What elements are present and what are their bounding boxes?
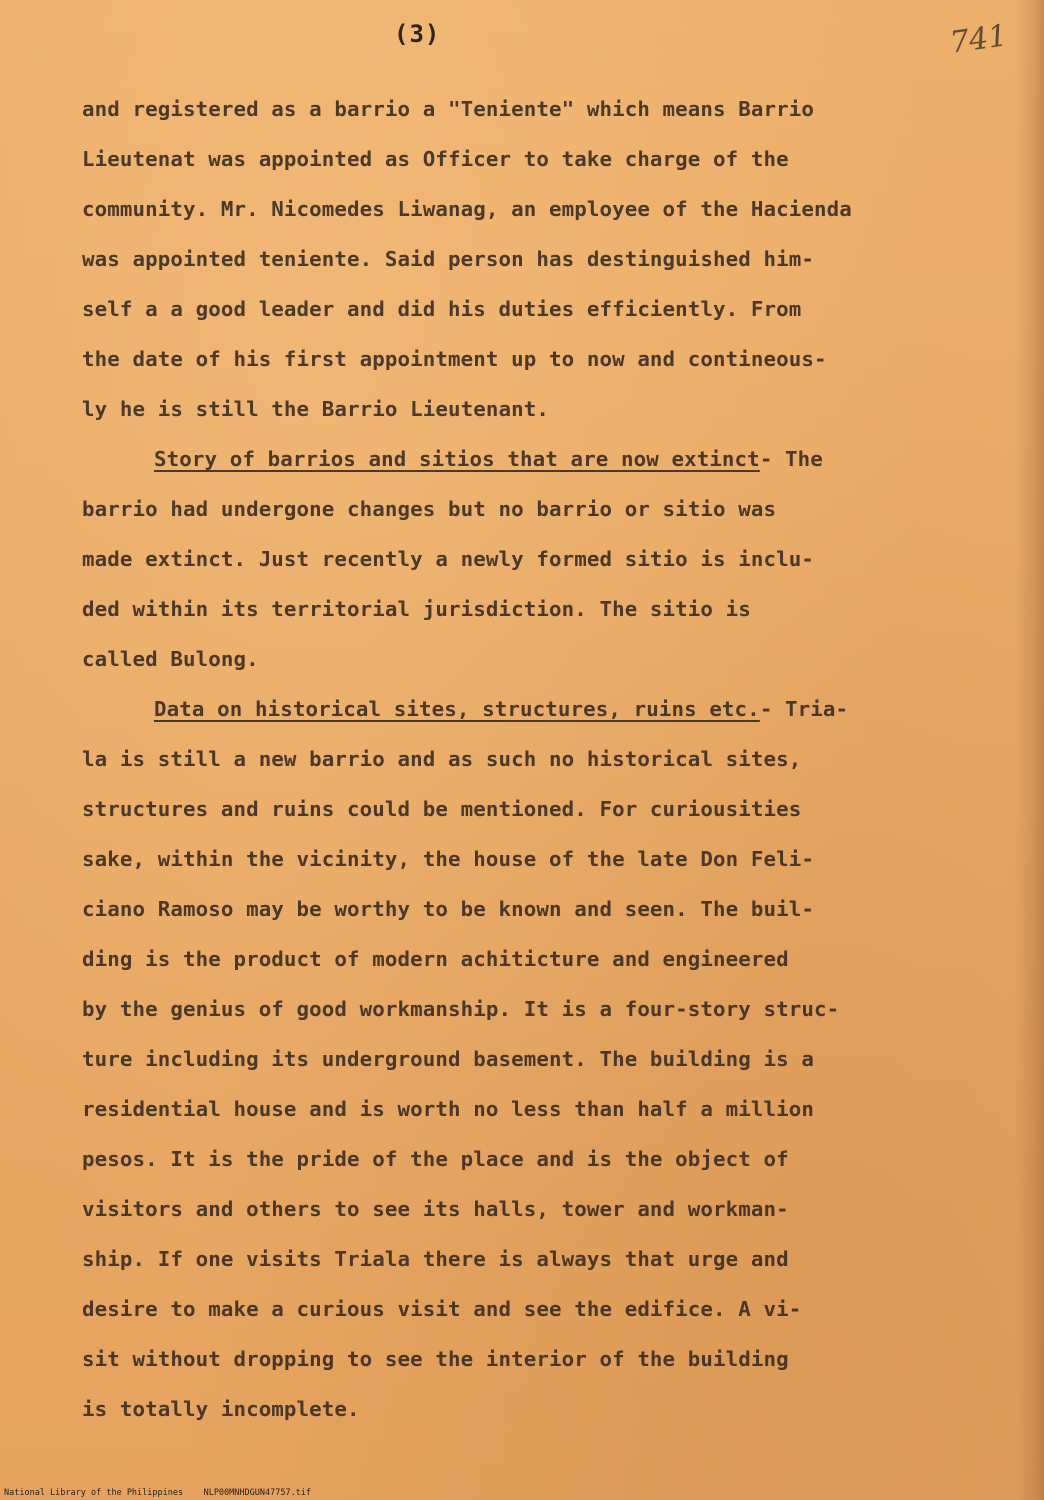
text-line: ded within its territorial jurisdiction. The sitio is [82, 597, 751, 621]
text-line: sake, within the vicinity, the house of the late Don Feli- [82, 847, 815, 871]
text-line: was appointed teniente. Said person has destinguished him- [82, 247, 815, 271]
text-line: ding is the product of modern achiticture and engineered [82, 947, 789, 971]
archive-footer: National Library of the Philippines NLP00MNHDGUN47757.tif [4, 1488, 312, 1498]
text-line: desire to make a curious visit and see the edifice. A vi- [82, 1297, 802, 1321]
text-line: residential house and is worth no less than half a million [82, 1097, 815, 1121]
text-line: structures and ruins could be mentioned. For curiousities [82, 797, 802, 821]
text-line: made extinct. Just recently a newly formed sitio is inclu- [82, 547, 815, 571]
text-line: la is still a new barrio and as such no historical sites, [82, 747, 802, 771]
section-heading-continuation: - Tria- [759, 697, 849, 721]
text-line: self a a good leader and did his duties efficiently. From [82, 297, 802, 321]
text-line: the date of his first appointment up to now and contineous- [82, 347, 827, 371]
section-heading-title: Data on historical sites, structures, ruins etc. [154, 697, 760, 721]
text-line: ture including its underground basement. The building is a [82, 1047, 815, 1071]
typewritten-body [82, 90, 1002, 1440]
text-line: ly he is still the Barrio Lieutenant. [82, 397, 549, 421]
text-line: called Bulong. [82, 647, 259, 671]
page-edge-shadow [1014, 0, 1044, 1500]
text-line: ship. If one visits Triala there is always that urge and [82, 1247, 789, 1271]
text-line: ciano Ramoso may be worthy to be known and seen. The buil- [82, 897, 815, 921]
text-line: pesos. It is the pride of the place and is the object of [82, 1147, 789, 1171]
text-line: by the genius of good workmanship. It is a four-story struc- [82, 997, 840, 1021]
page-number: (3) [394, 20, 441, 48]
text-line: community. Mr. Nicomedes Liwanag, an employee of the Hacienda [82, 197, 852, 221]
section-heading-continuation: - The [759, 447, 823, 471]
handwritten-folio-number: 741 [947, 18, 1010, 61]
section-heading-historical-sites [82, 690, 1002, 740]
text-line: visitors and others to see its halls, tower and workman- [82, 1197, 789, 1221]
text-line: sit without dropping to see the interior of the building [82, 1347, 789, 1371]
text-line: is totally incomplete. [82, 1397, 360, 1421]
section-heading-title: Story of barrios and sitios that are now extinct [154, 447, 760, 471]
text-line: Lieutenat was appointed as Officer to take charge of the [82, 147, 789, 171]
text-line: barrio had undergone changes but no barrio or sitio was [82, 497, 777, 521]
section-heading-extinct-barrios [82, 440, 1002, 490]
text-line: and registered as a barrio a "Teniente" which means Barrio [82, 97, 815, 121]
